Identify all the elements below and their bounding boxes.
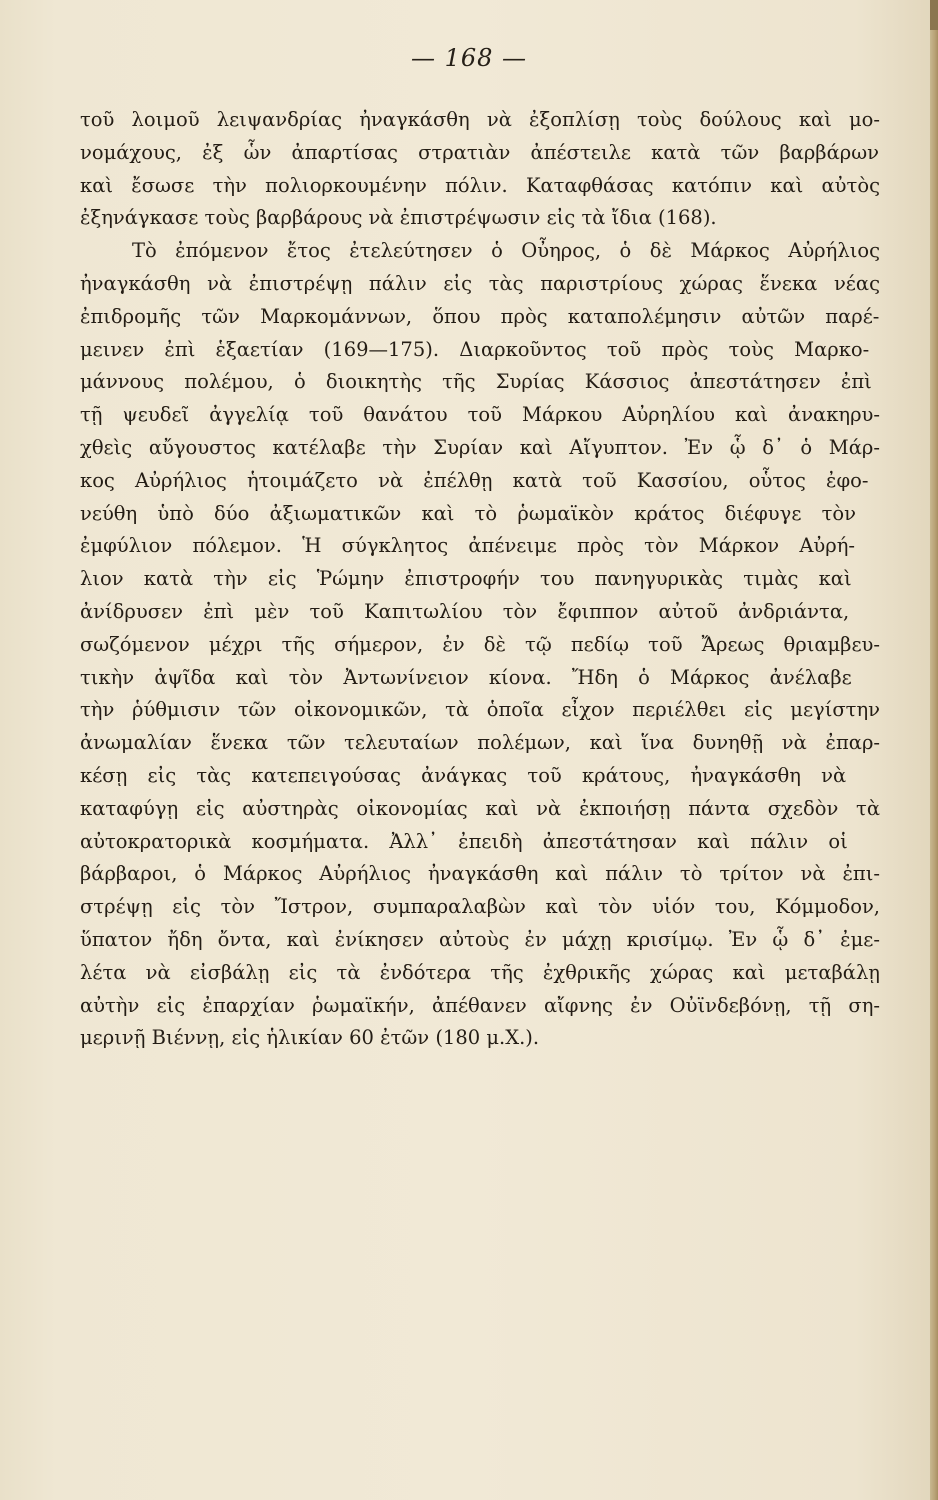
text-line: σωζόμενον μέχρι τῆς σήμερον, ἐν δὲ τῷ πεδίῳ τοῦ Ἄρεως θριαμβευ- — [80, 632, 880, 656]
text-line: ἐπιδρομῆς τῶν Μαρκομάννων, ὅπου πρὸς καταπολέμησιν αὐτῶν παρέ- — [80, 304, 880, 328]
text-line: ἐμφύλιον πόλεμον. Ἡ σύγκλητος ἀπένειμε πρὸς τὸν Μάρκον Αὐρή- — [80, 534, 855, 558]
text-line: ἐξηνάγκασε τοὺς βαρβάρους νὰ ἐπιστρέψωσιν εἰς τὰ ἴδια (168). — [80, 206, 717, 230]
text-line: τῇ ψευδεῖ ἀγγελίᾳ τοῦ θανάτου τοῦ Μάρκου Αὐρηλίου καὶ ἀνακηρυ- — [80, 403, 880, 427]
text-line: Τὸ ἐπόμενον ἔτος ἐτελεύτησεν ὁ Οὖηρος, ὁ δὲ Μάρκος Αὐρήλιος — [132, 239, 880, 263]
text-line: μάννους πολέμου, ὁ διοικητὴς τῆς Συρίας Κάσσιος ἀπεστάτησεν ἐπὶ — [80, 370, 872, 394]
text-line: ἀνωμαλίαν ἕνεκα τῶν τελευταίων πολέμων, καὶ ἵνα δυνηθῇ νὰ ἐπαρ- — [80, 731, 880, 755]
text-line: ὕπατον ἤδη ὄντα, καὶ ἐνίκησεν αὐτοὺς ἐν μάχῃ κρισίμῳ. Ἐν ᾧ δ᾽ ἐμε- — [80, 927, 880, 951]
text-line: λιον κατὰ τὴν εἰς Ῥώμην ἐπιστροφήν του πανηγυρικὰς τιμὰς καὶ — [80, 567, 852, 591]
text-line: νεύθη ὑπὸ δύο ἀξιωματικῶν καὶ τὸ ῥωμαϊκὸν κράτος διέφυγε τὸν — [80, 501, 857, 525]
page-edge-tab — [930, 0, 938, 30]
body-text — [80, 104, 880, 1055]
text-line: τὴν ῥύθμισιν τῶν οἰκονομικῶν, τὰ ὁποῖα εἶχον περιέλθει εἰς μεγίστην — [80, 698, 880, 722]
text-line: καταφύγῃ εἰς αὐστηρὰς οἰκονομίας καὶ νὰ ἐκποιήσῃ πάντα σχεδὸν τὰ — [80, 796, 880, 820]
page-number: — 168 — — [410, 44, 528, 72]
text-line: καὶ ἔσωσε τὴν πολιορκουμένην πόλιν. Καταφθάσας κατόπιν καὶ αὐτὸς — [80, 173, 880, 197]
text-line: αὐτὴν εἰς ἐπαρχίαν ῥωμαϊκήν, ἀπέθανεν αἴφνης ἐν Οὐϊνδεβόνῃ, τῇ ση- — [80, 993, 880, 1017]
text-line: τοῦ λοιμοῦ λειψανδρίας ἠναγκάσθη νὰ ἐξοπλίσῃ τοὺς δούλους καὶ μο- — [80, 108, 880, 131]
text-line: μερινῇ Βιέννῃ, εἰς ἡλικίαν 60 ἐτῶν (180 μ.Χ.). — [80, 1026, 540, 1050]
text-line: χθεὶς αὔγουστος κατέλαβε τὴν Συρίαν καὶ Αἴγυπτον. Ἐν ᾧ δ᾽ ὁ Μάρ- — [80, 435, 880, 459]
text-line: ἠναγκάσθη νὰ ἐπιστρέψῃ πάλιν εἰς τὰς παριστρίους χώρας ἕνεκα νέας — [80, 271, 880, 295]
text-line: ἀνίδρυσεν ἐπὶ μὲν τοῦ Καπιτωλίου τὸν ἔφιππον αὐτοῦ ἀνδριάντα, — [80, 599, 850, 623]
text-line: κος Αὐρήλιος ἡτοιμάζετο νὰ ἐπέλθῃ κατὰ τοῦ Κασσίου, οὗτος ἐφο- — [80, 468, 869, 492]
text-line: λέτα νὰ εἰσβάλῃ εἰς τὰ ἐνδότερα τῆς ἐχθρικῆς χώρας καὶ μεταβάλῃ — [80, 960, 880, 984]
page-edge — [930, 0, 938, 1500]
text-line: αὐτοκρατορικὰ κοσμήματα. Ἀλλ᾽ ἐπειδὴ ἀπεστάτησαν καὶ πάλιν οἱ — [80, 829, 848, 853]
text-line: τικὴν ἀψῖδα καὶ τὸν Ἀντωνίνειον κίονα. Ἤδη ὁ Μάρκος ἀνέλαβε — [80, 665, 852, 689]
text-line: στρέψῃ εἰς τὸν Ἴστρον, συμπαραλαβὼν καὶ τὸν υἱόν του, Κόμμοδον, — [80, 895, 880, 919]
text-line: νομάχους, ἐξ ὧν ἀπαρτίσας στρατιὰν ἀπέστειλε κατὰ τῶν βαρβάρων — [80, 140, 879, 164]
text-line: κέσῃ εἰς τὰς κατεπειγούσας ἀνάγκας τοῦ κράτους, ἠναγκάσθη νὰ — [80, 763, 847, 787]
text-line: μεινεν ἐπὶ ἑξαετίαν (169—175). Διαρκοῦντος τοῦ πρὸς τοὺς Μαρκο- — [80, 337, 870, 361]
text-line: βάρβαροι, ὁ Μάρκος Αὐρήλιος ἠναγκάσθη καὶ πάλιν τὸ τρίτον νὰ ἐπι- — [80, 862, 880, 886]
